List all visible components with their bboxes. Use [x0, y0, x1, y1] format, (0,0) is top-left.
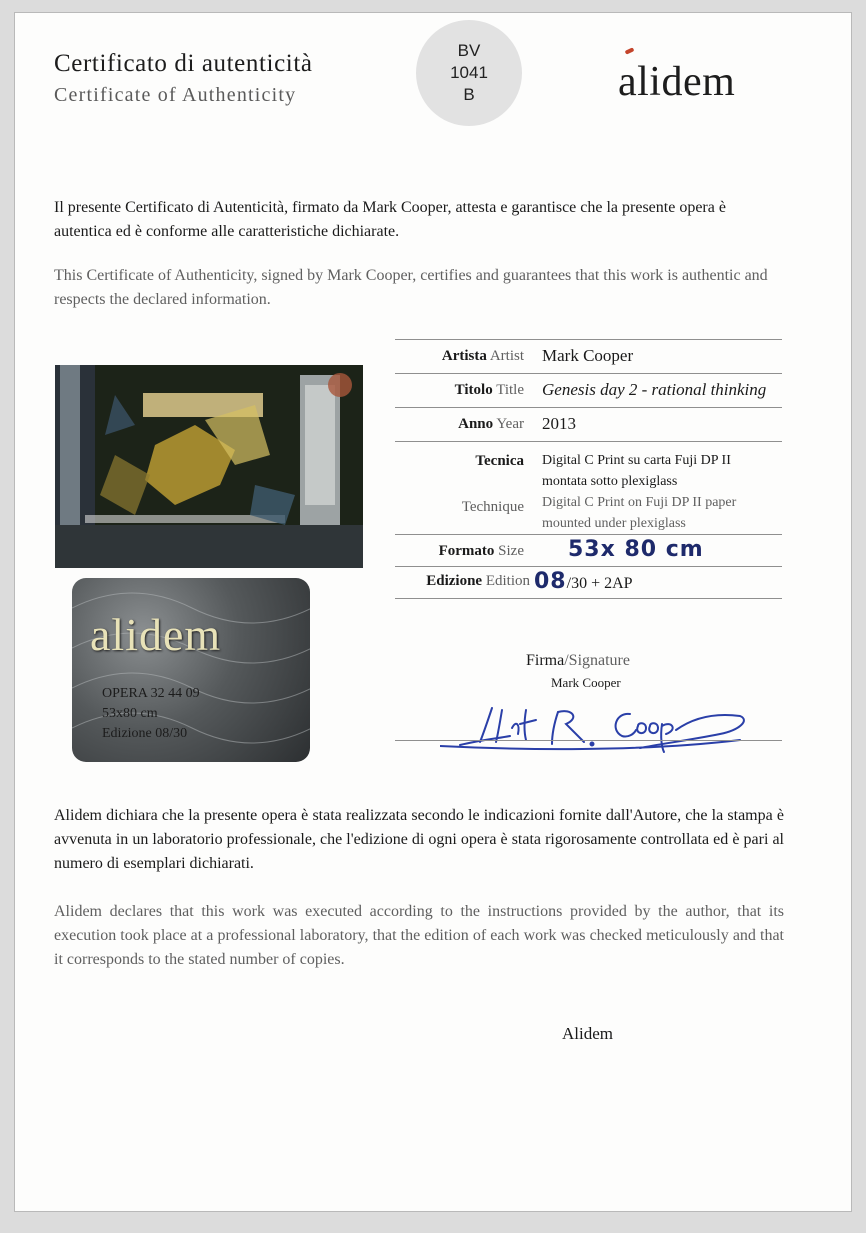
hologram-line-1: OPERA 32 44 09 — [102, 686, 200, 701]
signature-label-en: /Signature — [564, 652, 630, 669]
row-size — [395, 535, 782, 567]
logo-text: alidem — [618, 59, 736, 105]
row-year — [395, 408, 782, 442]
title-value: Genesis day 2 - rational thinking — [534, 374, 782, 408]
signature-label-it: Firma — [526, 652, 565, 669]
alidem-logo — [618, 58, 735, 106]
artwork-image — [55, 365, 363, 568]
size-label-en: Size — [498, 543, 524, 559]
declaration-italian: Alidem dichiara che la presente opera è stata realizzata secondo le indicazioni fornite dall'Autore, che la stampa è avvenuta in un laboratorio professionale, che l'edizione di ogni opera è stata rigorosamente controllata ed è pari al numero di esemplari dichiarati. — [54, 807, 784, 872]
technique-label-en: Technique — [461, 499, 524, 515]
row-technique — [395, 442, 782, 535]
signature-line — [395, 740, 782, 741]
handwritten-signature — [440, 690, 760, 760]
title-english: Certificate of Authenticity — [54, 84, 297, 106]
title-label-en: Title — [496, 382, 524, 398]
intro-italian: Il presente Certificato di Autenticità, firmato da Mark Cooper, attesta e garantisce che la presente opera è autentica ed è conforme alle caratteristiche dichiarate. — [54, 199, 726, 240]
year-value: 2013 — [534, 408, 782, 442]
hologram-logo: alidem — [90, 609, 222, 660]
technique-value-en: Digital C Print on Fuji DP II paper mounted under plexiglass — [542, 495, 737, 531]
edition-value: /30 + 2AP — [566, 575, 633, 592]
artist-value: Mark Cooper — [534, 340, 782, 374]
edition-number: 08 — [534, 569, 567, 594]
artwork-details-table — [395, 339, 782, 599]
row-artist — [395, 340, 782, 374]
size-label-it: Formato — [438, 543, 495, 559]
technique-label-it: Tecnica — [475, 453, 524, 469]
stamp-line-3: B — [463, 85, 475, 104]
artist-label-en: Artist — [489, 348, 524, 364]
artist-label-it: Artista — [441, 348, 487, 364]
edition-label-it: Edizione — [426, 573, 483, 589]
size-value: 53x 80 cm — [568, 537, 704, 562]
inventory-stamp — [416, 20, 522, 126]
stamp-line-1: BV — [457, 41, 481, 60]
year-label-en: Year — [496, 416, 524, 432]
artwork-thumbnail — [55, 365, 363, 568]
year-label-it: Anno — [458, 416, 494, 432]
title-label-it: Titolo — [454, 382, 493, 398]
hologram-line-2: 53x80 cm — [102, 706, 158, 721]
hologram-line-3: Edizione 08/30 — [102, 726, 188, 741]
signature-label — [526, 652, 630, 670]
row-edition — [395, 567, 782, 599]
signature-name: Mark Cooper — [551, 675, 621, 690]
hologram-seal — [72, 578, 310, 762]
row-title — [395, 374, 782, 408]
edition-label-en: Edition — [485, 573, 530, 589]
closing-signature: Alidem — [562, 1024, 613, 1043]
declaration-english: Alidem declares that this work was executed according to the instructions provided by the author, that its execution took place at a professional laboratory, that the edition of each work was checked meticulously and that it corresponds to the stated number of copies. — [54, 903, 784, 968]
intro-english: This Certificate of Authenticity, signed by Mark Cooper, certifies and guarantees that this work is authentic and respects the declared information. — [54, 267, 768, 308]
technique-value-it: Digital C Print su carta Fuji DP II montata sotto plexiglass — [542, 453, 731, 489]
stamp-line-2: 1041 — [450, 63, 488, 82]
title-italian: Certificato di autenticità — [54, 50, 313, 77]
